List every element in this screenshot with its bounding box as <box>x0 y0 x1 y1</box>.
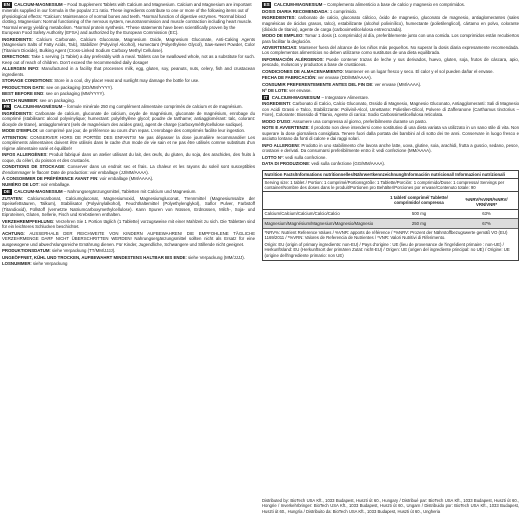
label-section <box>262 143 519 154</box>
section-label: BEST BEFORE END <box>2 91 44 97</box>
language-header-it <box>262 95 519 101</box>
product-title: CALCIUM-MAGNESIUM <box>271 94 321 100</box>
nutrition-grid <box>263 192 518 229</box>
section-label: DATA DI PRODUZIONE <box>262 161 309 167</box>
label-section <box>2 98 255 104</box>
section-text: : vedi sulla confezione. <box>282 154 327 160</box>
section-text: : see on packaging. <box>37 97 75 103</box>
section-text: : 1 comprimido. <box>327 8 358 14</box>
section-text: : Prodotto in uno stabilimento che lavora anche latte, uova, glutine, soia, arachidi, frutta a guscio, sedano, pesce, crostacei e derivati. Da consumarsi preferibilmente entro il: vedi confezione (MM/AAAA). <box>262 142 519 154</box>
label-section <box>262 88 519 94</box>
section-text: : Mantener fuera del alcance de los niños más pequeños. No superar la dosis diaria expresamente recomendada. Los complementos alimenticios no deben utilizarse como sustitutos de una dieta equilibrada. <box>262 44 519 56</box>
product-description: – formule minérale 250 mg complément alimentaire comprimés de calcium et de magnésium. <box>62 103 243 109</box>
label-section <box>262 75 519 81</box>
section-text: : voir emballage. <box>38 182 71 188</box>
section-label: INGREDIENTS <box>2 36 32 42</box>
nutrition-notes <box>263 229 518 260</box>
section-text: : Manufactured in a facility that processes milk, egg, gluten, soy, peanuts, nuts, celery, fish and crustacean ingredients. <box>2 66 255 77</box>
section-text: : Verzehren Sie 1 Portion täglich (1 Tablette) vorzugsweise mit einer Mahlzeit zu sich. Die Tabletten sind für ein leichteres Schlucken beschichtet. <box>2 218 255 230</box>
section-text: : Assumere una compressa al giorno, preferibilmente durante un pasto. <box>290 118 427 124</box>
section-label: ALLERGEN INFO <box>2 66 39 72</box>
section-label: DIRECTIONS <box>2 54 29 60</box>
label-section <box>2 196 255 218</box>
section-label: UNGEÖFFNET, KÜHL UND TROCKEN, AUFBEWAHRT MINDESTENS HALTBAR BIS ENDE <box>2 254 186 260</box>
section-text: : siehe Verpackung (TT/MM/JJJJ). <box>49 248 116 254</box>
section-text: : Conserver dans un endroit sec et frais. La chaleur et les rayons du soleil sont susceptibles d'endommager le flacon! Date de production: voir emballage (JJ/MM/AAAA). <box>2 164 256 175</box>
section-label: INFO ALLERGENI <box>262 142 299 148</box>
label-section <box>262 155 519 161</box>
label-section <box>2 66 255 77</box>
label-section <box>262 45 519 56</box>
label-section <box>262 33 519 44</box>
label-section <box>262 9 519 15</box>
section-label: ZUTATEN <box>2 195 22 201</box>
nutrition-header-row <box>263 192 518 209</box>
section-label: CONDICIONES DE ALMACENAMIENTO <box>262 68 343 74</box>
product-title: CALCIUM-MAGNESIUM <box>273 2 323 8</box>
section-text: : Tomar 1 dosis (1 comprimido) al día, preferiblemente junto con una comida. Los comprimidos están recubiertos para facilitar la deglución. <box>262 32 519 44</box>
section-label: LOSNUMMER <box>2 260 31 266</box>
section-text: : CONSERVER HORS DE PORTÉE DES ENFANTS! Ne pas dépasser la dose journalière recommandée! Les compléments alimentaires doivent être utilisés dans le cadre d'un mode de vie sain et ne pas être utilisés comme substituts d'un régime alimentaire varié et équilibré! <box>2 134 255 151</box>
section-text: : ver envase (DD/MM/AAAA). <box>315 75 372 81</box>
section-label: INFORMACIÓN ALÉRGENOS <box>262 56 323 62</box>
label-section <box>262 15 519 32</box>
section-label: INGREDIENTES <box>262 15 295 21</box>
label-section <box>2 85 255 91</box>
section-label: VERZEHREMPFEHLUNG <box>2 218 54 224</box>
nutrient-col-header <box>263 192 383 209</box>
section-text: : Mantener en un lugar fresco y seco. El calor y el sol pueden dañar el envase. <box>342 68 494 74</box>
section-text: : Calcium Carbonate, Calcium Gluconate, Magnesium Oxide, Magnesium Gluconate, Anti-Caking Agents (Magnesium Salts of Fatty Acids, Talc), Stabilizer (Polyvinyl Alcohol), Humectant (Polyethylene Glycol), Saw-sweet Powder, Color (Titanium Dioxide), Bulking Agent (Cross-Linked Sodium Carboxy Methyl Cellulose). <box>2 36 255 53</box>
right-text-sections <box>262 2 519 166</box>
label-section <box>2 91 255 97</box>
left-column <box>2 2 255 267</box>
section-label: ADVERTENCIAS <box>262 44 297 50</box>
label-section <box>262 119 519 125</box>
section-text: : carbonato de calcio, gluconato cálcico, óxido de magnesio, gluconato de magnesio, antiaglomerantes (sales magnésicas de ácidos grasos, talco), estabilizante (alcohol polivinílico), humectante (polietilenglicol), cártamo en polvo, colorante (dióxido de titanio), agente de carga (carboximetilcelulosa entrecruzada). <box>262 15 519 32</box>
section-label: FECHA DE FABRICACIÓN <box>262 75 316 81</box>
product-description: – Integratore Alimentare. <box>320 94 370 100</box>
section-text: : ver envase. <box>286 88 312 94</box>
language-badge: FR <box>3 103 10 109</box>
section-text: : siehe Verpackung <box>30 260 68 266</box>
section-label: PRODUCTION DATE <box>2 84 44 90</box>
label-section <box>2 111 255 128</box>
nutrient-amount: 500 mg <box>383 209 455 219</box>
section-label: INGREDIENTI <box>262 101 290 107</box>
nutrient-name: Calcium/Calcium/Calcium/Calcio/Calcio <box>263 209 383 219</box>
nutrient-nrv: 63% <box>455 209 518 219</box>
section-text: : ver envase (MM/AAAA). <box>372 81 422 87</box>
section-label: ACHTUNG <box>2 230 24 236</box>
section-text: : Carbonate de calcium, gluconate de calcium, oxyde de magnésium, gluconate de magnésium, enrobage du comprimé (stabilisant: alcool polyvinylique; humectant: polyéthylène glycol; poudre de tarthame; antiagglomérant: talc, colorant: dioxyde de titane), antiagglomérant (sels de magnésium des acides gras), agent de charge (carboxyméthylcellulose sodique). <box>2 110 255 127</box>
nutrition-table <box>262 170 519 261</box>
product-title: CALCIUM-MAGNÉSIUM <box>13 103 63 109</box>
tablet-col-header: 1 tablet/ comprimé/ Tablette/ comprimido/ compressa <box>383 192 455 209</box>
origin-note: Origin: EU (origin of primary ingredients: non-EU) / Pays d'origine : UE (lieu de provenance de l'ingrédient primaire : non-UE) / Herkunftsland: EU (Herkunftsort der primären Zutat: nicht-EU) / Origen: UE (origen del ingrediente principal: no UE) / Origine: UE (origine dell'ingrediente primario: non UE) <box>264 241 510 258</box>
section-text: : Calciumcarbonat, Calciumgluconat, Magnesiumoxid, Magnesiumgluconat, Trennmittel (Magnesiumsalze der Speisefettsäuren, Talkum), Stabilisator (Polyvinylalkohol), Feuchthaltemittel (Polyethylenglykol), Saflor Pulver, Farbstoff (Titandioxid), Füllstoff (vernetzte Natriumcarboxymethylcellulose). Kann Spuren von Nüssen, Erdnüssen, Milch-, Soja- und Eiproteinen, Gluten, Sellerie, Fisch und Krebstieren enthalten. <box>2 195 255 218</box>
nutrient-nrv: 67% <box>455 219 518 229</box>
product-description: – Nahrungsergänzungsmittel, Tabletten mit Calcium und Magnesium. <box>62 188 197 194</box>
section-label: CONDITIONS DE STOCKAGE <box>2 164 65 170</box>
label-section <box>2 182 255 188</box>
section-text: : Store in a cool, dry place! Heat and sunlight may damage the bottle for use. <box>51 78 200 84</box>
section-text: : un comprimé par jour, de préférence au cours d'un repas. L'enrobage des comprimés facilite leur ingestion. <box>37 128 246 134</box>
language-header-en <box>2 2 255 35</box>
section-text: : see on packaging (MM/YYYY). <box>43 91 106 97</box>
label-section <box>2 261 255 267</box>
section-label: ATTENTION <box>2 134 27 140</box>
section-label: INGRÉDIENTS <box>2 110 32 116</box>
section-text: : Produit fabriqué dans un atelier utilisant du lait, des œufs, du gluten, du soja, des arachides, des fruits à coque, du céleri, du poisson et des crustacés. <box>2 152 256 163</box>
label-section <box>2 128 255 134</box>
label-section <box>2 164 255 175</box>
section-text: : see on packaging (DD/MM/YYYY). <box>43 84 114 90</box>
nutrition-title: Nutrition Facts/Informations nutritionnelles/Nährwertkennzeichnung/Información nutricional/ Informazioni nutrizionali <box>263 171 518 179</box>
nutrition-serving: Serving size: 1 tablet / Portion: 1 comprimé/Portionsgröße: 1 Tablette/Porción: 1 comprimido/Dose: 1 compressa/ Servings per container/Nombre des doses dans le produit/Portionen pro Behälter/Porciones por envase/Contenuto totale: 90 <box>263 179 518 192</box>
product-description: – Complemento alimenticio a base de calcio y magnesio en comprimidos. <box>322 2 466 8</box>
section-text: : AUSSERHALB DER REICHWEITE VON KINDERN AUFBEWAHREN! DIE EMPFOHLENE TÄGLICHE VERZEHRMENGE DARF NICHT ÜBERSCHRITTEN WERDEN! Nahrungsergänzungsmittel sollten nicht als Ersatz für eine ausgewogene und abwechslungsreiche Ernährung dienen. Für Kinder, Jugendliche, Schwangere und Stillende nicht geeignet. <box>2 230 255 247</box>
language-badge: ES <box>263 2 270 8</box>
section-label: CONSUMIR PREFERENTEMENTE ANTES DEL FIN DE <box>262 81 373 87</box>
label-section <box>2 78 255 84</box>
language-badge: EN <box>3 2 10 8</box>
section-label: À CONSOMMER DE PRÉFÉRENCE AVANT FIN <box>2 176 98 182</box>
section-label: Nº DE LOTE <box>262 88 287 94</box>
section-label: MODO DE EMPLEO <box>262 32 303 38</box>
label-section <box>2 219 255 230</box>
label-section <box>262 125 519 142</box>
language-badge: DE <box>3 188 10 194</box>
label-section <box>262 101 519 118</box>
language-header-fr <box>2 104 255 110</box>
label-section <box>2 135 255 152</box>
section-label: MODO D'USO <box>262 118 291 124</box>
label-section <box>2 176 255 182</box>
section-label: STORAGE CONDITIONS <box>2 78 52 84</box>
distributor-info: Distributed by: BioTech USA Kft., 1033 Budapest, Huszti út 60., Hungary / Distribué par: BioTech USA Kft., 1033 Budapest, Huszti út 60., Hongrie / Inverkehrbringer: BioTech USA Kft., 1033 Budapest, Huszti út 60., Ungarn / Distribuido por: BioTech USA Kft., 1033 Budapest, Huszti út 60., Hungría / Distribuito da: BioTech USA Kft., 1033 Budapest, Huszti út 60., Ungheria <box>262 498 519 514</box>
label-section <box>2 54 255 65</box>
section-text: : Il prodotto non deve intendersi come sostitutivo di una dieta variata va utilizzato in un sano stile di vita. Non superare la dose giornaliera consigliata. Tenere fuori dalla portata dei bambini al di sotto dei tre anni. Conservare in luogo fresco e asciutto lontano da fonti di calore e dai raggi solari. <box>262 125 519 142</box>
nutrition-row-calcium <box>263 209 518 219</box>
section-label: NOTE E AVVERTENZE <box>262 125 309 131</box>
section-label: DOSIS DIARIA RECOMENDADA <box>262 8 328 14</box>
section-label: MODE D'EMPLOI <box>2 128 38 134</box>
label-section <box>2 37 255 54</box>
label-section <box>262 161 519 167</box>
section-label: INFOS ALLERGÈNES <box>2 152 47 158</box>
product-title: CALCIUM-MAGNESIUM <box>14 188 63 194</box>
section-text: : Puede contener trazas de leche y sus derivados, huevo, gluten, soja, frutos de cáscara, apio, pescado, moluscos y productos a base de crustáceos. <box>262 56 519 68</box>
section-label: NUMÉRO DE LOT <box>2 182 39 188</box>
nutrient-amount: 250 mg <box>383 219 455 229</box>
section-label: PRODUKTIONSDATUM <box>2 248 50 254</box>
section-text: : voir emballage (MM/AAAA). <box>97 176 154 182</box>
label-section <box>262 57 519 68</box>
nutrition-row-magnesium <box>263 219 518 229</box>
section-text: : Take 1 serving (1 Tablet) a day preferably with a meal. Tablets can be swallowed whole, not as a substitute for such. Keep out of reach of children. Don't exceed the recommended daily dosage! <box>2 54 255 65</box>
nrv-footnote: *NRV%: Nutrient Reference Values / %VNR: apports de référence / *%NRV: Prozent der Nährstoffbezugswerte gemäß VO (EU) 1169/2011 / *%VRN: Valores de Referencia de Nutrientes / *VNR: Valori Nutritivi di Riferimento. <box>264 229 508 241</box>
nrv-col-header: %NRV/%VNR/%NRV/ VRN/VNR* <box>455 192 518 209</box>
language-header-de <box>2 189 255 195</box>
language-badge: IT <box>263 94 268 100</box>
right-column <box>262 2 519 261</box>
nutrient-name: Magnesium/Magnésium/Magnesium/Magnesio/Magnesio <box>263 219 383 229</box>
label-section <box>2 255 255 261</box>
label-section <box>2 231 255 248</box>
language-header-es <box>262 2 519 8</box>
section-text: : vedi sulla confezione (GG/MM/AAAA). <box>308 161 386 167</box>
section-text: : Carbonato di Calcio, Calcio Gluconato, Ossido di Magnesio, Magnesio Gluconato, Antiagglomeranti: Sali di Magnesio con Acidi Grassi e Talco, Stabilizzante: Polivinil-Alcol, Umettante: Polietilen-Glicol, Polvere di Zafferanone (Carthamus tinctorius – Fiore), Colorante: Biossido di Titanio, Agente di carica: Sodio Carbossimetilcellulosa reticolata. <box>262 101 519 118</box>
product-title: CALCIUM-MAGNESIUM <box>14 2 63 8</box>
section-label: BATCH NUMBER <box>2 97 38 103</box>
section-text: : siehe Verpackung (MM/JJJJ). <box>185 254 245 260</box>
label-section <box>2 248 255 254</box>
label-section <box>2 152 255 163</box>
label-section <box>262 82 519 88</box>
product-description: – Food Supplement Tablets with Calcium and Magnesium. Calcium and Magnesium are important minerals supplied in our formula in the popular 2:1 ratio. These ingredients contribute to one or more of the following items out of physiological effects: *Calcium: Maintenance of normal bones and teeth. *Normal function of digestive enzymes. *Normal blood clotting. Magnesium: Normal functioning of the nervous system, neurotransmission and muscle contraction including heart muscle. *Normal energy yielding metabolism. *Normal protein synthesis. *These statements have been scientifically proven by the European Food Safety Authority (EFSA) and authorized by the European Commission (EC). <box>2 2 253 36</box>
section-label: LOTTO N° <box>262 154 283 160</box>
label-section <box>262 69 519 75</box>
